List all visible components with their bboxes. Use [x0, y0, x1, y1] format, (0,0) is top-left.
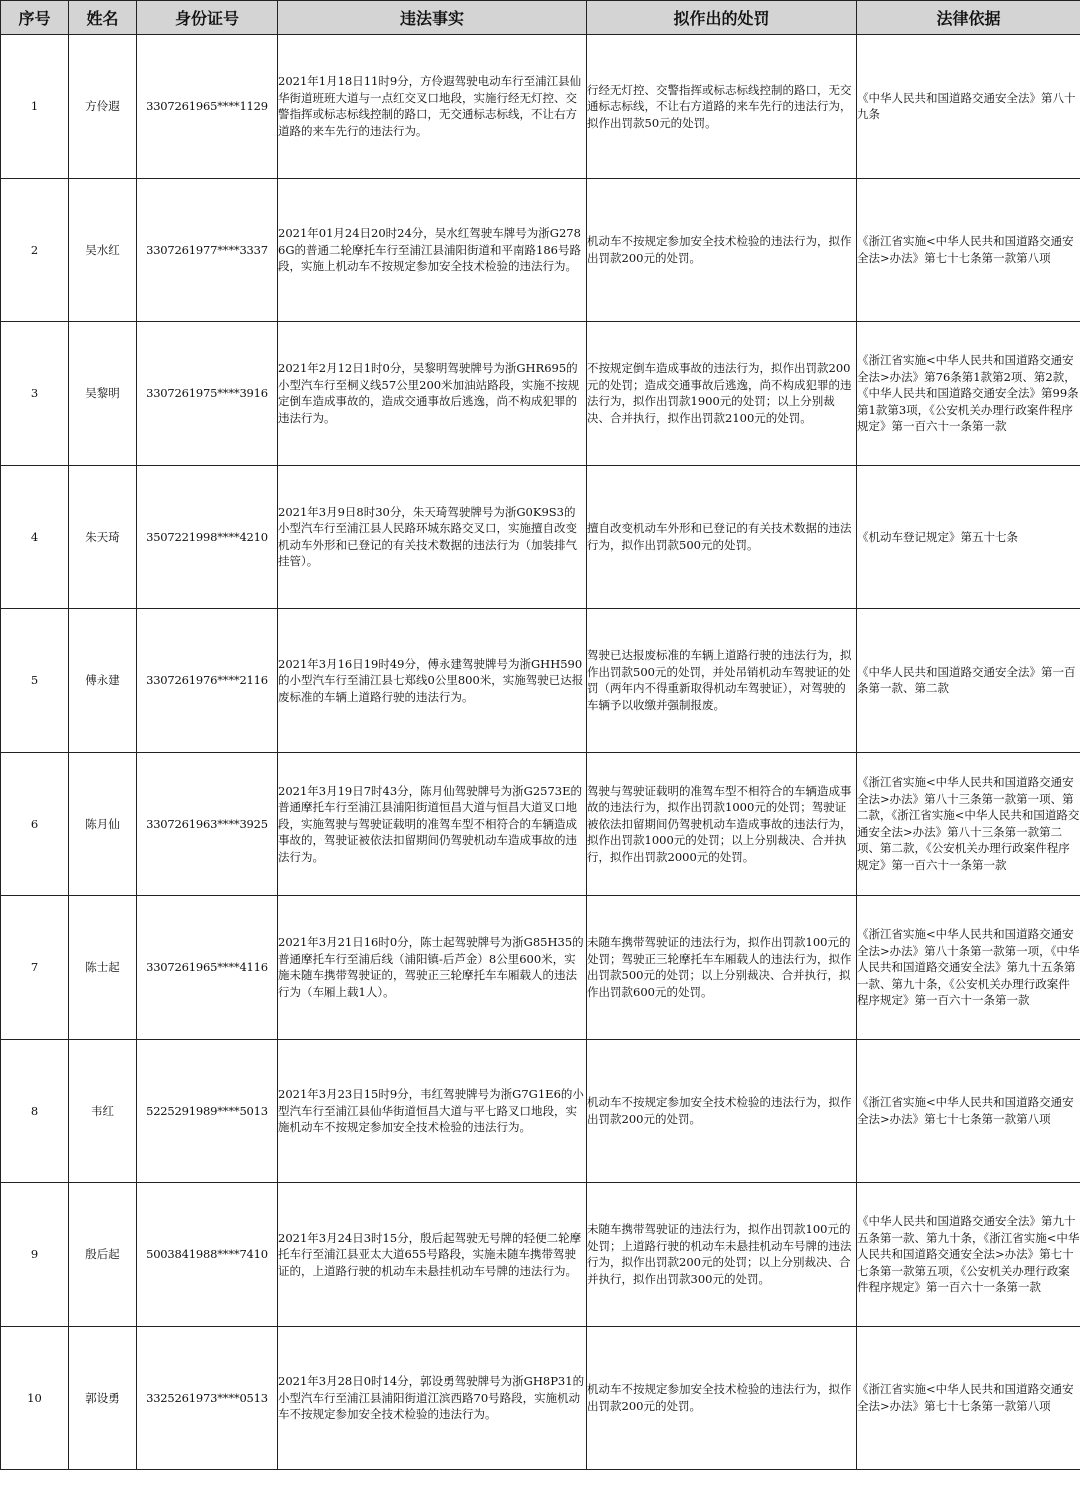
row-proposed-penalty: 未随车携带驾驶证的违法行为，拟作出罚款100元的处罚；驾驶正三轮摩托车车厢载人的违法行为，拟作出罚款500元的处罚；以上分别裁决、合并执行，拟作出罚款600元的处罚。	[587, 896, 857, 1040]
row-name: 郭设勇	[69, 1326, 137, 1470]
header-index: 序号	[1, 1, 69, 35]
row-legal-basis: 《浙江省实施<中华人民共和国道路交通安全法>办法》第八十条第一款第一项，《中华人民共和国道路交通安全法》第九十五条第一款、第九十条，《公安机关办理行政案件程序规定》第一百六十一条第一款	[857, 896, 1080, 1040]
row-name: 陈士起	[69, 896, 137, 1040]
row-id-number: 3325261973****0513	[137, 1326, 278, 1470]
row-name: 吴黎明	[69, 322, 137, 466]
row-proposed-penalty: 机动车不按规定参加安全技术检验的违法行为，拟作出罚款200元的处罚。	[587, 1039, 857, 1183]
row-legal-basis: 《机动车登记规定》第五十七条	[857, 465, 1080, 609]
header-proposed-penalty: 拟作出的处罚	[587, 1, 857, 35]
table-row	[1, 609, 1080, 753]
table-header-row	[1, 1, 1080, 35]
table-row	[1, 1039, 1080, 1183]
row-proposed-penalty: 驾驶已达报废标准的车辆上道路行驶的违法行为，拟作出罚款500元的处罚，并处吊销机动车驾驶证的处罚（两年内不得重新取得机动车驾驶证），对驾驶的车辆予以收缴并强制报废。	[587, 609, 857, 753]
row-proposed-penalty: 未随车携带驾驶证的违法行为，拟作出罚款100元的处罚；上道路行驶的机动车未悬挂机动车号牌的违法行为，拟作出罚款200元的处罚；以上分别裁决、合并执行，拟作出罚款300元的处罚。	[587, 1183, 857, 1327]
header-id-number: 身份证号	[137, 1, 278, 35]
row-id-number: 3307261965****1129	[137, 35, 278, 179]
row-violation-facts: 2021年3月19日7时43分，陈月仙驾驶牌号为浙G2573E的普通摩托车行至浦江县浦阳街道恒昌大道与恒昌大道叉口地段，实施驾驶与驾驶证载明的准驾车型不相符合的车辆造成事故的，驾驶证被依法扣留期间仍驾驶机动车造成事故的违法行为。	[278, 752, 587, 896]
table-row	[1, 1183, 1080, 1327]
row-proposed-penalty: 不按规定倒车造成事故的违法行为，拟作出罚款200元的处罚；造成交通事故后逃逸，尚不构成犯罪的违法行为，拟作出罚款1900元的处罚；以上分别裁决、合并执行，拟作出罚款2100元的处罚。	[587, 322, 857, 466]
row-violation-facts: 2021年01月24日20时24分，吴水红驾驶车牌号为浙G2786G的普通二轮摩托车行至浦江县浦阳街道和平南路186号路段，实施上机动车不按规定参加安全技术检验的违法行为。	[278, 178, 587, 322]
row-index: 5	[1, 609, 69, 753]
header-violation-facts: 违法事实	[278, 1, 587, 35]
row-legal-basis: 《浙江省实施<中华人民共和国道路交通安全法>办法》第七十七条第一款第八项	[857, 1326, 1080, 1470]
row-violation-facts: 2021年3月21日16时0分，陈士起驾驶牌号为浙G85H35的普通摩托车行至浦后线（浦阳镇-后芦金）8公里600米，实施未随车携带驾驶证的，驾驶正三轮摩托车车厢载人的违法行为（车厢上载1人）。	[278, 896, 587, 1040]
row-proposed-penalty: 驾驶与驾驶证载明的准驾车型不相符合的车辆造成事故的违法行为，拟作出罚款1000元的处罚；驾驶证被依法扣留期间仍驾驶机动车造成事故的违法行为，拟作出罚款1000元的处罚；以上分别裁决、合并执行，拟作出罚款2000元的处罚。	[587, 752, 857, 896]
row-legal-basis: 《浙江省实施<中华人民共和国道路交通安全法>办法》第七十七条第一款第八项	[857, 1039, 1080, 1183]
row-index: 10	[1, 1326, 69, 1470]
row-proposed-penalty: 机动车不按规定参加安全技术检验的违法行为，拟作出罚款200元的处罚。	[587, 178, 857, 322]
row-index: 3	[1, 322, 69, 466]
row-id-number: 3307261965****4116	[137, 896, 278, 1040]
table-row	[1, 322, 1080, 466]
row-violation-facts: 2021年1月18日11时9分，方伶遐驾驶电动车行至浦江县仙华街道班班大道与一点红交叉口地段，实施行经无灯控、交警指挥或标志标线控制的路口，无交通标志标线，不让右方道路的来车先行的违法行为。	[278, 35, 587, 179]
row-name: 朱天琦	[69, 465, 137, 609]
row-name: 傅永建	[69, 609, 137, 753]
row-id-number: 3507221998****4210	[137, 465, 278, 609]
row-name: 吴水红	[69, 178, 137, 322]
table-row	[1, 178, 1080, 322]
row-legal-basis: 《浙江省实施<中华人民共和国道路交通安全法>办法》第七十七条第一款第八项	[857, 178, 1080, 322]
row-proposed-penalty: 行经无灯控、交警指挥或标志标线控制的路口，无交通标志标线，不让右方道路的来车先行的违法行为，拟作出罚款50元的处罚。	[587, 35, 857, 179]
row-name: 韦红	[69, 1039, 137, 1183]
row-id-number: 3307261963****3925	[137, 752, 278, 896]
table-row	[1, 465, 1080, 609]
row-violation-facts: 2021年3月9日8时30分，朱天琦驾驶牌号为浙G0K9S3的小型汽车行至浦江县人民路环城东路交叉口，实施擅自改变机动车外形和已登记的有关技术数据的违法行为（加装排气挂管）。	[278, 465, 587, 609]
table-row	[1, 35, 1080, 179]
row-id-number: 5225291989****5013	[137, 1039, 278, 1183]
row-index: 4	[1, 465, 69, 609]
row-legal-basis: 《中华人民共和国道路交通安全法》第八十九条	[857, 35, 1080, 179]
row-legal-basis: 《浙江省实施<中华人民共和国道路交通安全法>办法》第八十三条第一款第一项、第二款，《浙江省实施<中华人民共和国道路交通安全法>办法》第八十三条第一款第二项、第二款，《公安机关办理行政案件程序规定》第一百六十一条第一款	[857, 752, 1080, 896]
row-name: 殷后起	[69, 1183, 137, 1327]
row-name: 方伶遐	[69, 35, 137, 179]
table-row	[1, 896, 1080, 1040]
header-name: 姓名	[69, 1, 137, 35]
row-id-number: 3307261977****3337	[137, 178, 278, 322]
row-id-number: 5003841988****7410	[137, 1183, 278, 1327]
row-violation-facts: 2021年2月12日1时0分，吴黎明驾驶牌号为浙GHR695的小型汽车行至桐义线57公里200米加油站路段，实施不按规定倒车造成事故的，造成交通事故后逃逸，尚不构成犯罪的违法行为。	[278, 322, 587, 466]
row-index: 2	[1, 178, 69, 322]
row-legal-basis: 《中华人民共和国道路交通安全法》第九十五条第一款、第九十条，《浙江省实施<中华人民共和国道路交通安全法>办法》第七十七条第一款第五项，《公安机关办理行政案件程序规定》第一百六十一条第一款	[857, 1183, 1080, 1327]
row-name: 陈月仙	[69, 752, 137, 896]
table-row	[1, 752, 1080, 896]
row-violation-facts: 2021年3月23日15时9分，韦红驾驶牌号为浙G7G1E6的小型汽车行至浦江县仙华街道恒昌大道与平七路叉口地段，实施机动车不按规定参加安全技术检验的违法行为。	[278, 1039, 587, 1183]
row-proposed-penalty: 擅自改变机动车外形和已登记的有关技术数据的违法行为，拟作出罚款500元的处罚。	[587, 465, 857, 609]
row-proposed-penalty: 机动车不按规定参加安全技术检验的违法行为，拟作出罚款200元的处罚。	[587, 1326, 857, 1470]
table-row	[1, 1326, 1080, 1470]
row-violation-facts: 2021年3月28日0时14分，郭设勇驾驶牌号为浙GH8P31的小型汽车行至浦江县浦阳街道江滨西路70号路段，实施机动车不按规定参加安全技术检验的违法行为。	[278, 1326, 587, 1470]
header-legal-basis: 法律依据	[857, 1, 1080, 35]
row-violation-facts: 2021年3月16日19时49分，傅永建驾驶牌号为浙GHH590的小型汽车行至浦江县七郑线0公里800米，实施驾驶已达报废标准的车辆上道路行驶的违法行为。	[278, 609, 587, 753]
row-id-number: 3307261976****2116	[137, 609, 278, 753]
row-index: 7	[1, 896, 69, 1040]
row-index: 8	[1, 1039, 69, 1183]
row-index: 6	[1, 752, 69, 896]
row-legal-basis: 《中华人民共和国道路交通安全法》第一百条第一款、第二款	[857, 609, 1080, 753]
row-legal-basis: 《浙江省实施<中华人民共和国道路交通安全法>办法》第76条第1款第2项、第2款，《中华人民共和国道路交通安全法》第99条第1款第3项，《公安机关办理行政案件程序规定》第一百六十一条第一款	[857, 322, 1080, 466]
row-id-number: 3307261975****3916	[137, 322, 278, 466]
row-index: 1	[1, 35, 69, 179]
row-index: 9	[1, 1183, 69, 1327]
row-violation-facts: 2021年3月24日3时15分，殷后起驾驶无号牌的轻便二轮摩托车行至浦江县亚太大道655号路段，实施未随车携带驾驶证的，上道路行驶的机动车未悬挂机动车号牌的违法行为。	[278, 1183, 587, 1327]
